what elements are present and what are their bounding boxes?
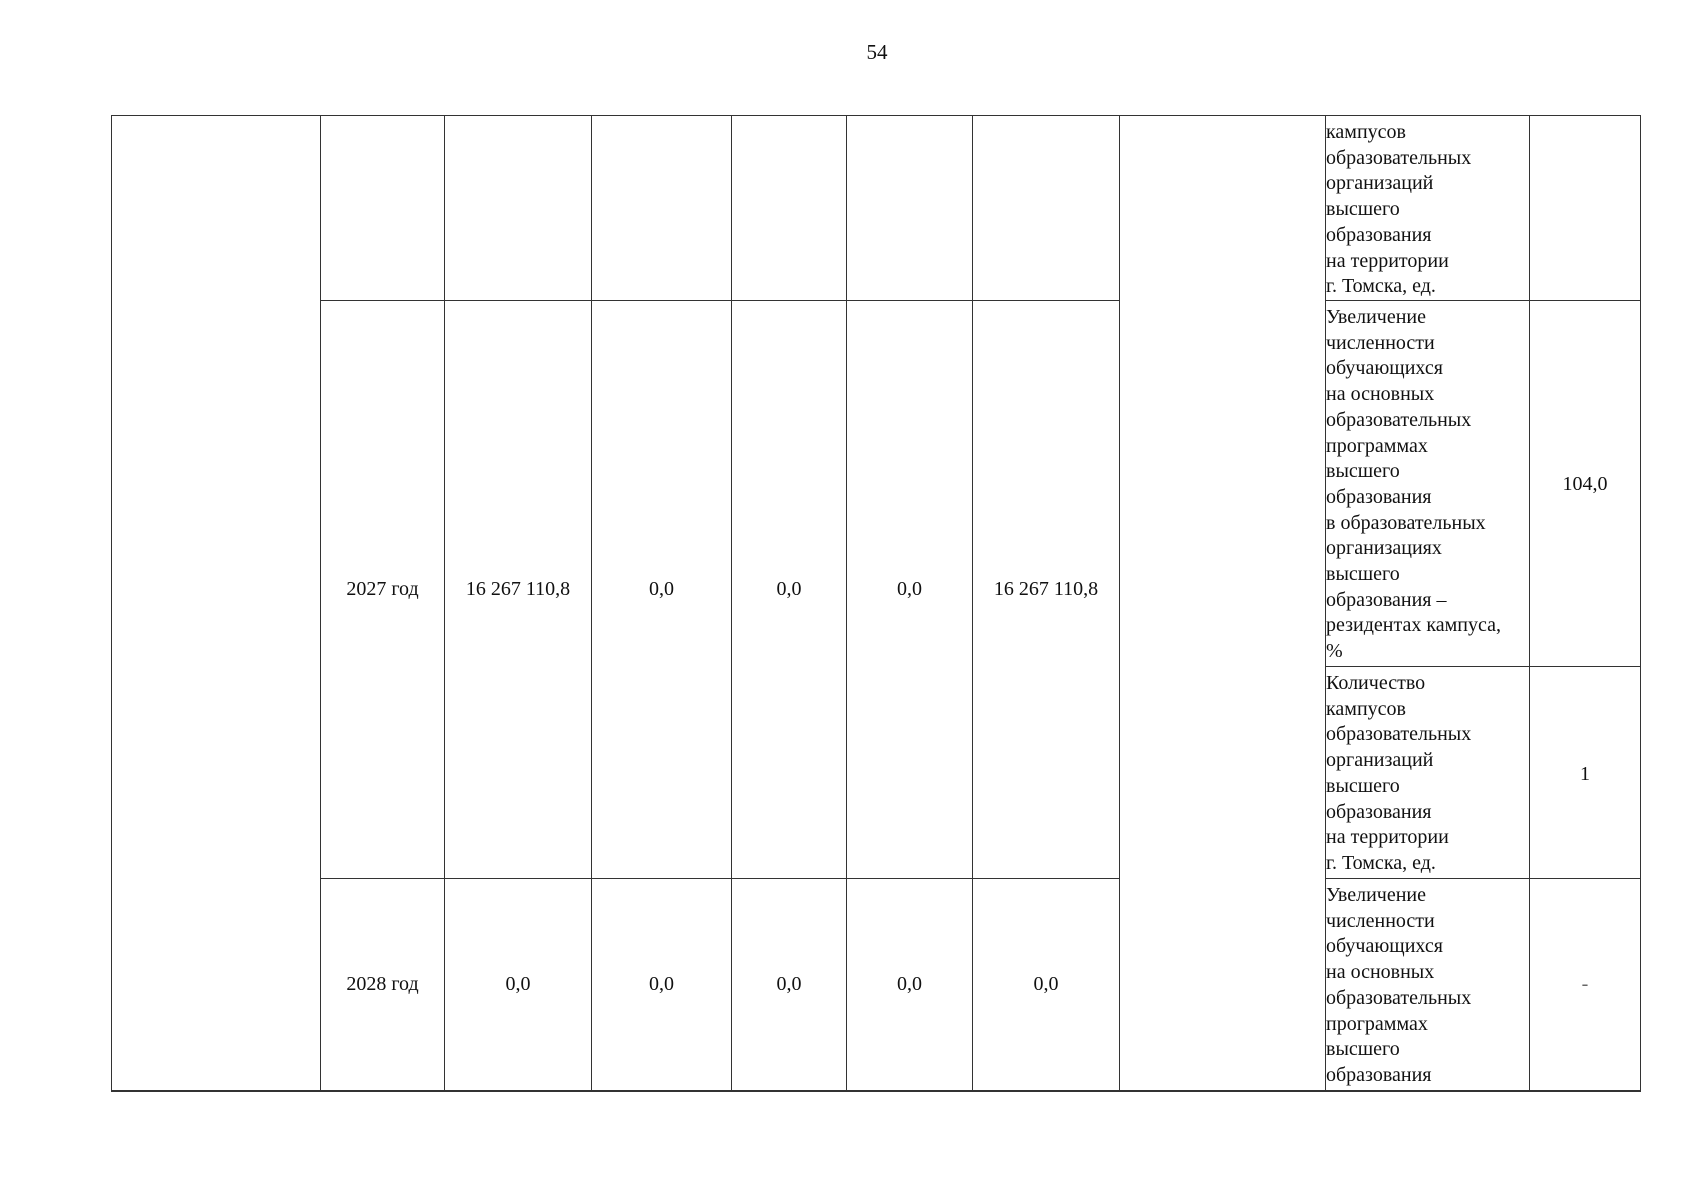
- column-divider: [846, 115, 847, 1091]
- column-divider: [444, 115, 445, 1091]
- value-cell: 0,0: [776, 973, 802, 995]
- year-cell: 2027 год: [346, 578, 419, 600]
- row-divider: [320, 300, 1120, 301]
- value-cell: 0,0: [897, 578, 922, 600]
- table-border-top: [111, 115, 1641, 116]
- column-divider: [1529, 115, 1530, 1091]
- page-number: 54: [866, 40, 888, 64]
- table-border-bottom: [111, 1090, 1641, 1092]
- value-cell: 0,0: [1033, 973, 1059, 995]
- value-cell: 0,0: [776, 578, 802, 600]
- indicator-value: 1: [1580, 763, 1590, 785]
- indicator-divider: [1325, 878, 1641, 879]
- column-divider: [591, 115, 592, 1091]
- column-divider: [320, 115, 321, 1091]
- value-cell: 0,0: [897, 973, 922, 995]
- table-border-right: [1640, 115, 1641, 1091]
- value-cell: 0,0: [505, 973, 531, 995]
- indicator-text: Увеличение численности обучающихся на основных образовательных программах высшего образования: [1326, 884, 1472, 1086]
- indicator-text: кампусов образовательных организаций высшего образования на территории г. Томска, ед.: [1326, 121, 1472, 298]
- column-divider: [972, 115, 973, 1091]
- value-cell: 0,0: [649, 578, 674, 600]
- year-cell: 2028 год: [346, 973, 419, 995]
- indicator-value: 104,0: [1562, 473, 1608, 495]
- row-divider: [320, 878, 1120, 879]
- indicator-text: Увеличение численности обучающихся на основных образовательных программах высшего образования в образовательных организациях высшего образования – резидентах кампуса, %: [1326, 306, 1501, 663]
- indicator-value: -: [1581, 973, 1589, 995]
- indicator-divider: [1325, 666, 1641, 667]
- column-divider: [731, 115, 732, 1091]
- indicator-text: Количество кампусов образовательных организаций высшего образования на территории г. Томска, ед.: [1326, 672, 1472, 874]
- value-cell: 16 267 110,8: [993, 578, 1099, 600]
- value-cell: 0,0: [649, 973, 674, 995]
- column-divider: [1119, 115, 1120, 1091]
- value-cell: 16 267 110,8: [465, 578, 571, 600]
- table-border-left: [111, 115, 112, 1091]
- indicator-divider: [1325, 300, 1641, 301]
